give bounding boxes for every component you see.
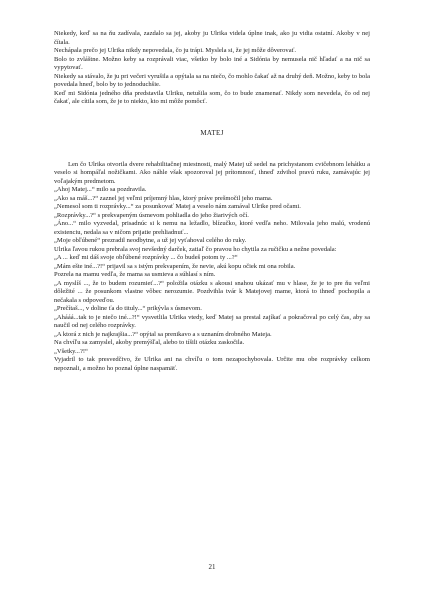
paragraph: „Všetky...?!“ — [54, 347, 88, 355]
paragraph: „Ahoj Matej...“ milo sa pozdravila. — [54, 186, 147, 193]
chapter-heading: MATEJ — [200, 128, 224, 137]
paragraph: „Ako sa máš...?“ zaznel jej veľmi príjemný hlas, ktorý práve prešmočil jeho mama. — [54, 194, 273, 202]
paragraph: „Moje obľúbené“ prezradil neodbytne, a už jej vyťahoval celého do ruky. — [54, 237, 247, 244]
paragraph: Bolo to zvláštne. Možno keby sa rozprávali viac, všetko by bolo iné a Sidónia by nemusela nič hľadať a na nič sa vypytovať. — [54, 55, 370, 71]
paragraph: Len čo Ulrika otvorila dvere rehabilitačnej miestnosti, malý Matej už sedel na prichystanom cvičebnom lehátku a veselo si hompáľal nožičkami. Ako náhle však spozoroval jej prítomnosť, ihneď zdvihol pravú ruku, zamávajúc jej voľajakým predmetom. — [54, 160, 370, 185]
paragraph: Ulrika ľavou rukou prebrala svoj nevšedný darček, zatiaľ čo pravou ho chytila za ručičku a nežne povedala: — [54, 245, 337, 253]
paragraph: „Ahááá...tak to je niečo iné...?!“ vysvetlila Ulrika vtedy, keď Matej sa prestal zajíkať a pokračoval po celý čas, aby sa naučil od nej celého rozprávky. — [54, 313, 370, 329]
paragraph: Nechápala prečo jej Ulrika nikdy nepovedala, čo ju trápi. Myslela si, že jej môže dôverovať. — [54, 47, 297, 54]
paragraph: Pozrela na mamu vedľa, že mama sa usmieva a súhlasí s ním. — [54, 271, 216, 278]
paragraph: „A ... keď mi dáš svoje obľúbené rozprávky ... čo budeš potom ty ...?“ — [54, 254, 238, 261]
paragraph: „Nemesol som ti rozprávky...“ za posunkovať Matej a veselo nám zamával Ulrike pred očami. — [54, 203, 301, 210]
section-body — [54, 161, 370, 374]
paragraph: Vyjadril to tak presvedčivo, že Ulrika ani na chvíľu o tom nezapochybovala. Určite mu obe rozprávky celkom nepoznali, a možno ho poznal úplne naspamäť. — [54, 356, 370, 372]
paragraph: Niekedy sa stávalo, že ju pri večeri vyrušila a opýtala sa na niečo, čo mohlo čakať až na druhý deň. Možno, keby to bola povedala hneď, bolo by to jednoduchšie. — [54, 72, 370, 88]
section-top — [54, 30, 370, 107]
paragraph: Keď mi Sidónia jedného dňa predstavila Ulriku, netušila som, čo to bude znamenať. Nikdy som nevedela, čo od nej čakať, ale cítila som, že je to niekto, kto mi môže pomôcť. — [54, 89, 370, 105]
paragraph: „A ktorá z nich je najkrajšia...?“ opýtal sa prenikavo a s uznaním drobného Mateja. — [54, 330, 272, 338]
page-number: 21 — [208, 563, 216, 571]
paragraph: „Áno...“ milo vyzvedal, prisadnúc si k nemu na ležadlo, blízučko, ktoré vedľa neho. Milovala jeho malú, vrodenú existenciu, nedala sa v ničom prijatie prehliadnuť... — [54, 220, 370, 236]
paragraph: „Mám ešte iné...?!“ prijavil sa s istým prekvapením, že nevie, akú kopu očiek mi ona robila. — [54, 262, 296, 270]
paragraph: „Prečítaš..., v doline ťa do tituly...“ prikývla s úsmevom. — [54, 305, 202, 312]
paragraph: „Rozprávky...?“ s prekvapeným úsmevom pohliadla do jeho žiarivých očí. — [54, 211, 249, 219]
paragraph: Na chvíľu sa zamyslel, akoby premýšľal, alebo to tíšili otázku zaskočila. — [54, 339, 245, 346]
paragraph: „A myslíš ..., že to budem rozumieť...?“ položila otázku s akousi snahou ukázať mu v hlase, že je to pre ňu veľmi dôležité ... že posunkom vlastne vôbec nerozumie. Pozdvihla tvár k Matejovej mame, ktorá to ihneď pochopila a nečakala s odpoveďou. — [54, 279, 370, 304]
paragraph: Niekedy, keď sa na ňu zadívala, zazdalo sa jej, akoby ju Ulrika videla úplne inak, ako ju vidia ostatní. Akoby v nej čítala. — [54, 30, 370, 46]
